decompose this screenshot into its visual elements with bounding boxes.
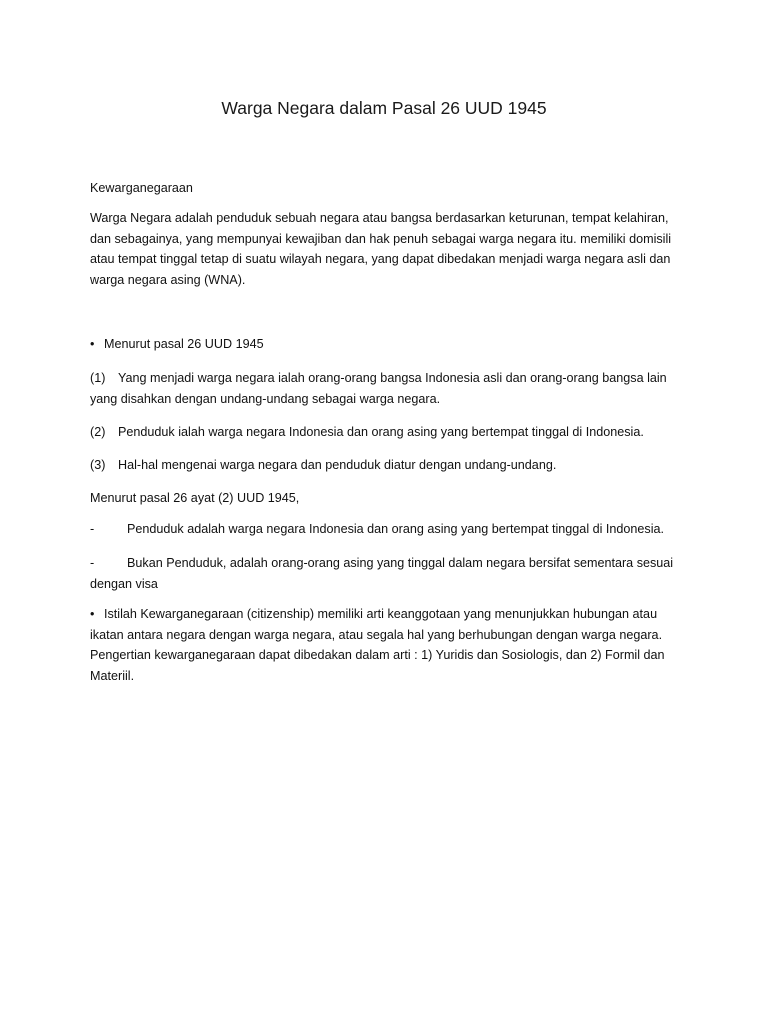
- item-text: Yang menjadi warga negara ialah orang-orang bangsa Indonesia asli dan orang-orang bangsa lain yang disahkan dengan undang-undang sebagai warga negara.: [90, 371, 667, 406]
- dash-item-text: Bukan Penduduk, adalah orang-orang asing yang tinggal dalam negara bersifat sementara sesuai dengan visa: [90, 556, 674, 591]
- item-text: Penduduk ialah warga negara Indonesia dan orang asing yang bertempat tinggal di Indonesia.: [118, 425, 644, 439]
- dash-item-penduduk: [90, 519, 680, 540]
- dash-marker: -: [90, 556, 95, 570]
- dash-item-bukan-penduduk: [90, 553, 680, 594]
- numbered-item-2: [90, 422, 680, 443]
- bullet-text: Menurut pasal 26 UUD 1945: [104, 337, 264, 351]
- bullet-icon: •: [90, 607, 95, 621]
- document-title: Warga Negara dalam Pasal 26 UUD 1945: [221, 98, 547, 118]
- numbered-item-3: [90, 455, 680, 476]
- section-heading: Kewarganegaraan: [90, 181, 193, 195]
- bullet-paragraph-pasal-26: [90, 334, 680, 355]
- dash-marker: -: [90, 522, 95, 536]
- bullet-icon: •: [90, 337, 95, 351]
- item-number: (2): [90, 425, 106, 439]
- item-number: (1): [90, 371, 106, 385]
- bullet-paragraph-citizenship: [90, 604, 680, 686]
- item-text: Hal-hal mengenai warga negara dan penduduk diatur dengan undang-undang.: [118, 458, 557, 472]
- bullet-text: Istilah Kewarganegaraan (citizenship) memiliki arti keanggotaan yang menunjukkan hubungan atau ikatan antara negara dengan warga negara, atau segala hal yang berhubungan dengan warga negara. Pengertian kewarganegaraan dapat dibedakan dalam arti : 1) Yuridis dan Sosiologis, dan 2) Formil dan Materiil.: [90, 607, 665, 683]
- ayat-heading: Menurut pasal 26 ayat (2) UUD 1945,: [90, 491, 300, 505]
- numbered-item-1: [90, 368, 680, 409]
- dash-item-text: Penduduk adalah warga negara Indonesia dan orang asing yang bertempat tinggal di Indonesia.: [127, 522, 665, 536]
- item-number: (3): [90, 458, 106, 472]
- intro-paragraph: Warga Negara adalah penduduk sebuah negara atau bangsa berdasarkan keturunan, tempat kelahiran, dan sebagainya, yang mempunyai kewajiban dan hak penuh sebagai warga negara itu. memiliki domisili atau tempat tinggal tetap di suatu wilayah negara, yang dapat dibedakan menjadi warga negara asli dan warga negara asing (WNA).: [90, 211, 672, 287]
